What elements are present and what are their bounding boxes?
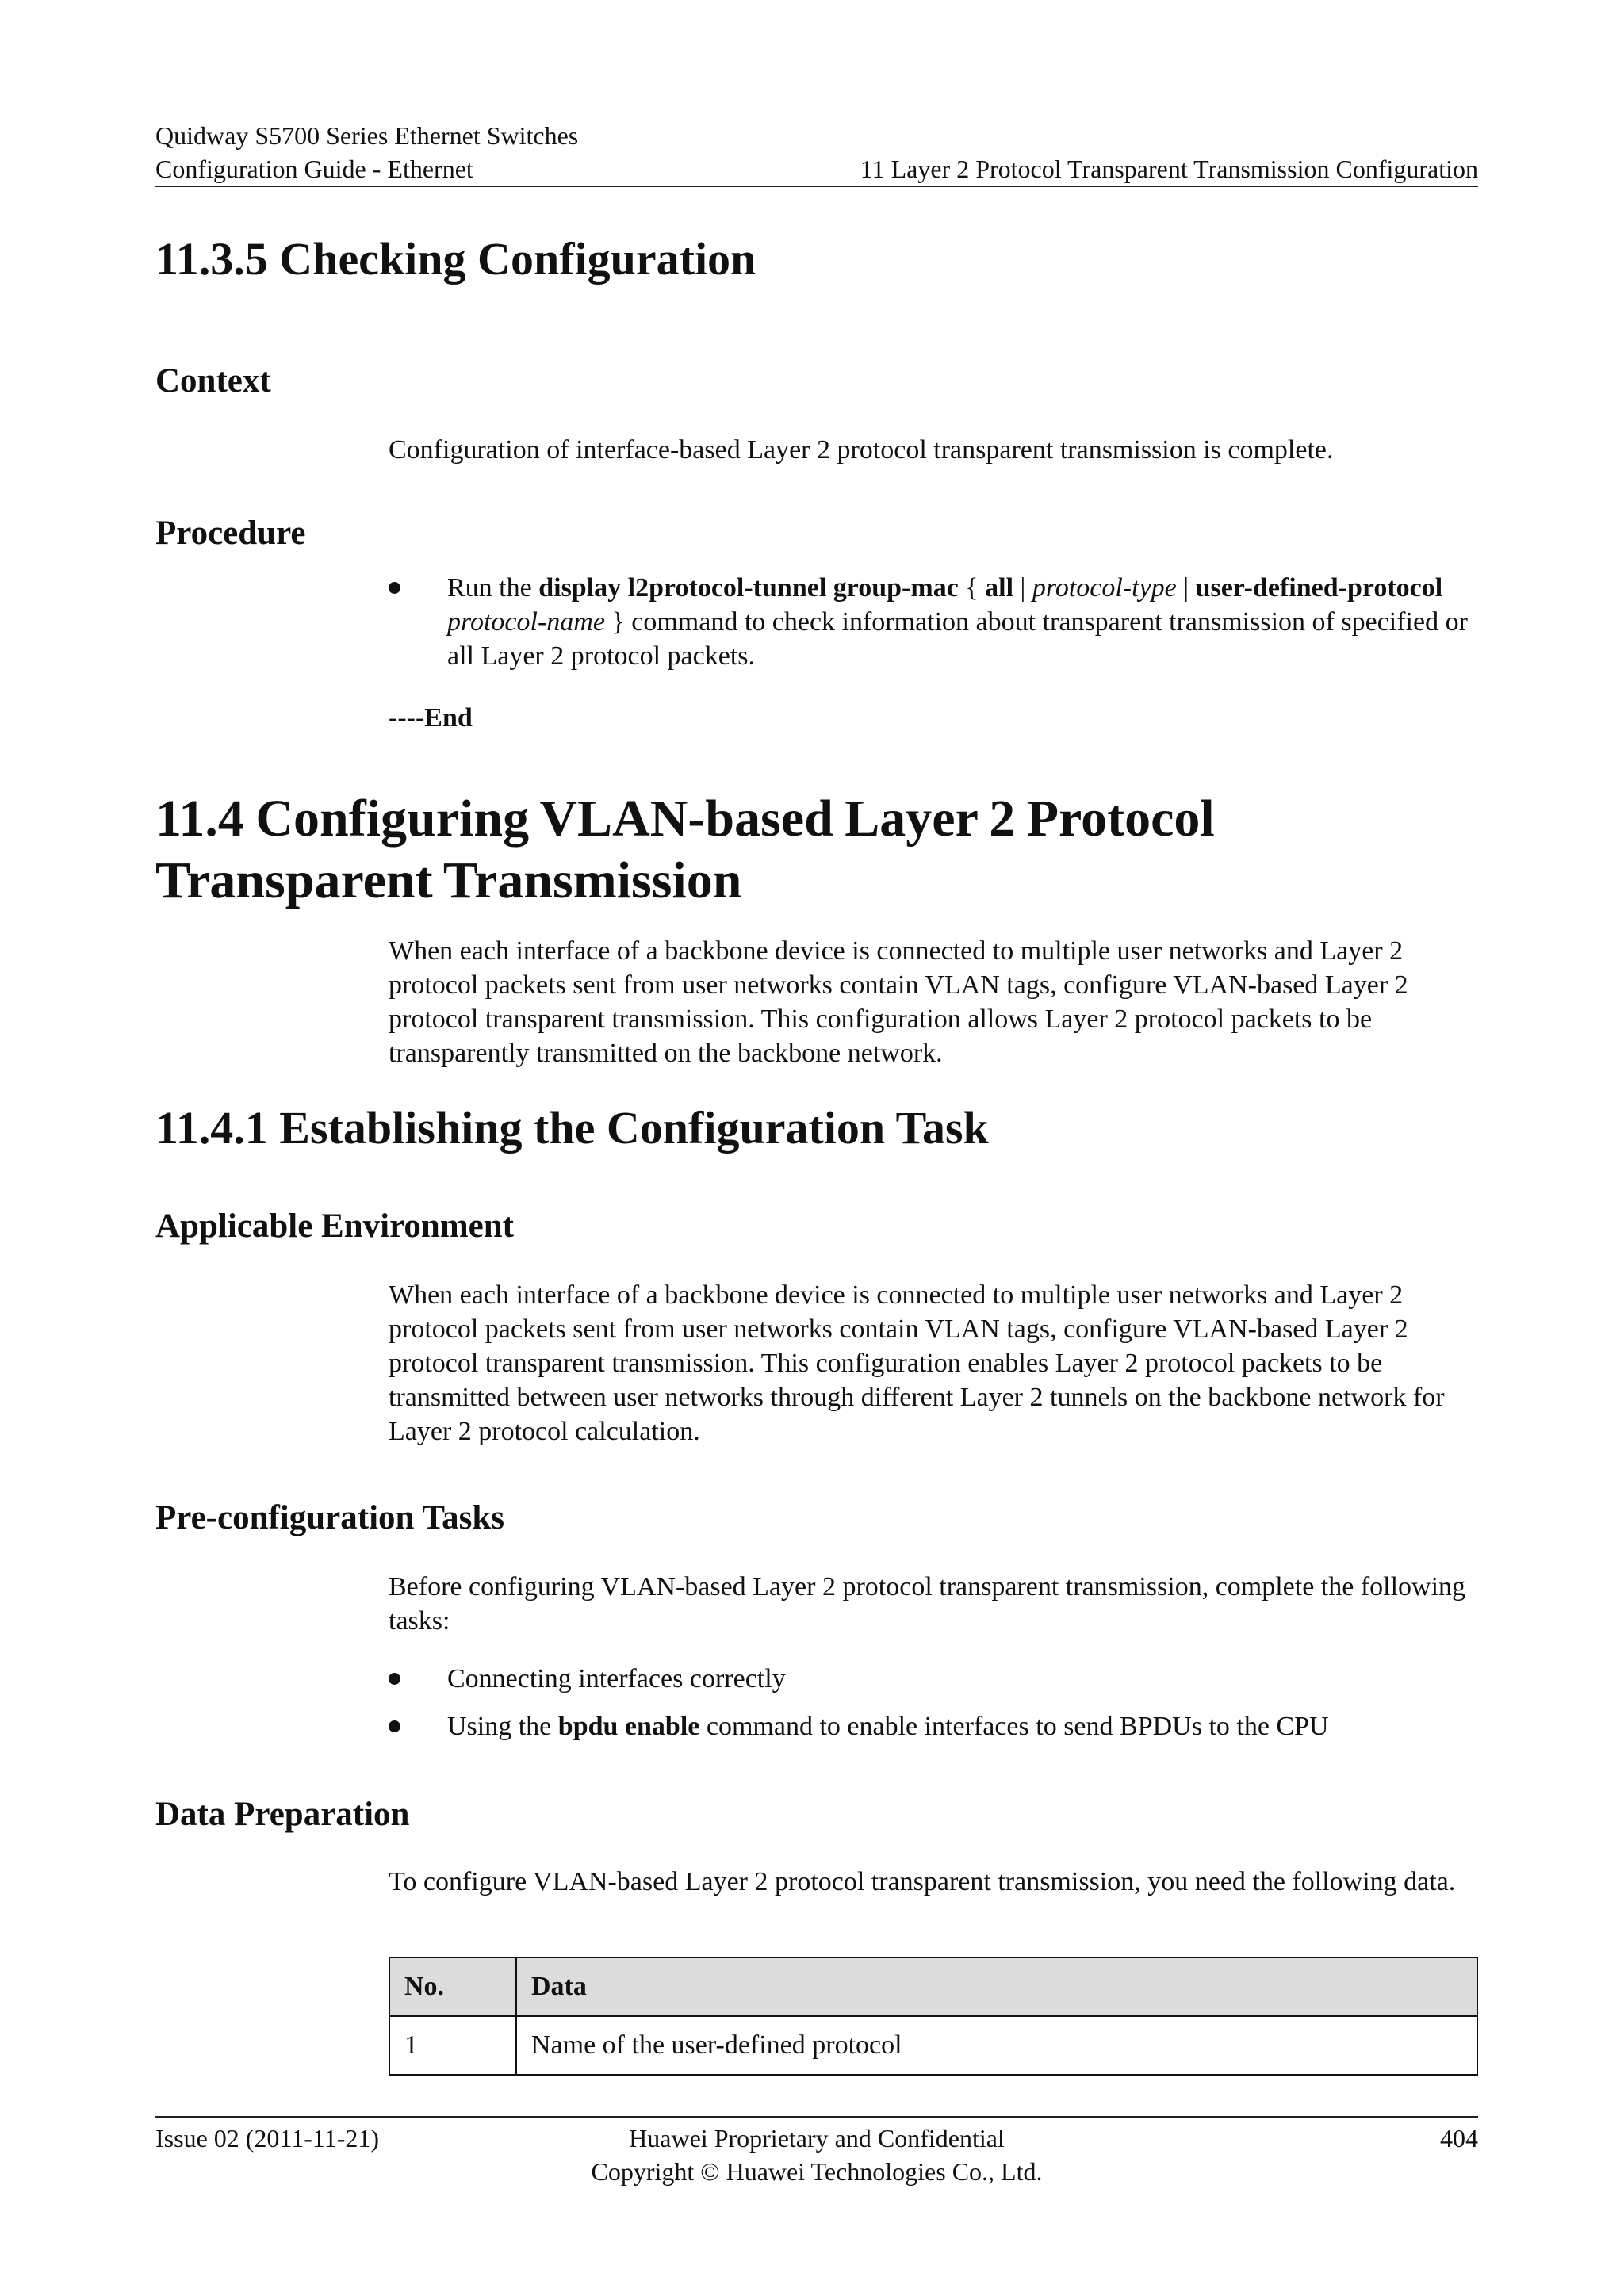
page-header (155, 119, 1478, 186)
header-chapter: 11 Layer 2 Protocol Transparent Transmission Configuration (860, 155, 1478, 183)
keyword-user-defined-protocol: user-defined-protocol (1195, 573, 1443, 603)
header-product: Quidway S5700 Series Ethernet Switches (155, 121, 579, 150)
pre-bullet-2-text: Using the bpdu enable command to enable interfaces to send BPDUs to the CPU (447, 1712, 1329, 1741)
bullet-dot (389, 582, 400, 594)
context-text: Configuration of interface-based Layer 2 protocol transparent transmission is complete. (389, 435, 1334, 465)
table-cell: 1 (389, 2016, 516, 2075)
footer-center (155, 2122, 1478, 2188)
procedure-heading: Procedure (155, 515, 306, 552)
table-header-row (389, 1957, 1477, 2016)
section-title-11-4: 11.4 Configuring VLAN-based Layer 2 Protocol Transparent Transmission (155, 790, 1215, 909)
context-heading: Context (155, 362, 271, 400)
section-title-11-3-5: 11.3.5 Checking Configuration (155, 233, 756, 285)
command-name: display l2protocol-tunnel group-mac (538, 573, 959, 603)
footer-confidential: Huawei Proprietary and Confidential (629, 2124, 1005, 2152)
footer-issue: Issue 02 (2011-11-21) (155, 2124, 380, 2152)
section-title-11-4-1: 11.4.1 Establishing the Configuration Task (155, 1102, 989, 1154)
footer-rule (155, 2116, 1478, 2118)
footer-copyright: Copyright © Huawei Technologies Co., Ltd. (591, 2157, 1043, 2186)
header-rule (155, 186, 1478, 187)
pre-configuration-heading: Pre-configuration Tasks (155, 1499, 505, 1536)
section-11-4-intro: When each interface of a backbone device is connected to multiple user networks and Layer 2 protocol packets sent from user networks contain VLAN tags, configure VLAN-based Layer 2 protocol transparent transmission. This configuration allows Layer 2 protocol packets to be transparently transmitted on the backbone network. (389, 936, 1408, 1068)
table-row (389, 2016, 1477, 2075)
pre-bullet-1-text: Connecting interfaces correctly (447, 1664, 786, 1693)
procedure-bullet-text: Run the display l2protocol-tunnel group-mac { all | protocol-type | user-defined-protocol protocol-name } command to check information about transparent transmission of specified or all Layer 2 protocol packets. (447, 573, 1468, 671)
data-table (389, 1957, 1478, 2076)
param-protocol-type: protocol-type (1032, 573, 1177, 603)
keyword-all: all (985, 573, 1014, 603)
data-preparation-text: To configure VLAN-based Layer 2 protocol transparent transmission, you need the following data. (389, 1867, 1456, 1896)
table-cell: Name of the user-defined protocol (516, 2016, 1477, 2075)
table-header-cell: No. (389, 1957, 516, 2016)
command-bpdu-enable: bpdu enable (557, 1712, 700, 1741)
header-guide: Configuration Guide - Ethernet (155, 155, 473, 183)
page-number: 404 (1440, 2124, 1478, 2152)
bullet-dot (389, 1673, 400, 1685)
end-marker: ----End (389, 703, 473, 733)
applicable-environment-heading: Applicable Environment (155, 1207, 514, 1245)
bullet-dot (389, 1720, 400, 1732)
data-preparation-heading: Data Preparation (155, 1796, 410, 1833)
table-header-cell: Data (516, 1957, 1477, 2016)
applicable-environment-text: When each interface of a backbone device is connected to multiple user networks and Layer 2 protocol packets sent from user networks contain VLAN tags, configure VLAN-based Layer 2 protocol transparent transmission. This configuration enables Layer 2 protocol packets to be transmitted between user networks through different Layer 2 tunnels on the backbone network for Layer 2 protocol calculation. (389, 1280, 1445, 1446)
param-protocol-name: protocol-name (447, 607, 605, 637)
pre-configuration-text: Before configuring VLAN-based Layer 2 protocol transparent transmission, complete the following tasks: (389, 1572, 1466, 1636)
